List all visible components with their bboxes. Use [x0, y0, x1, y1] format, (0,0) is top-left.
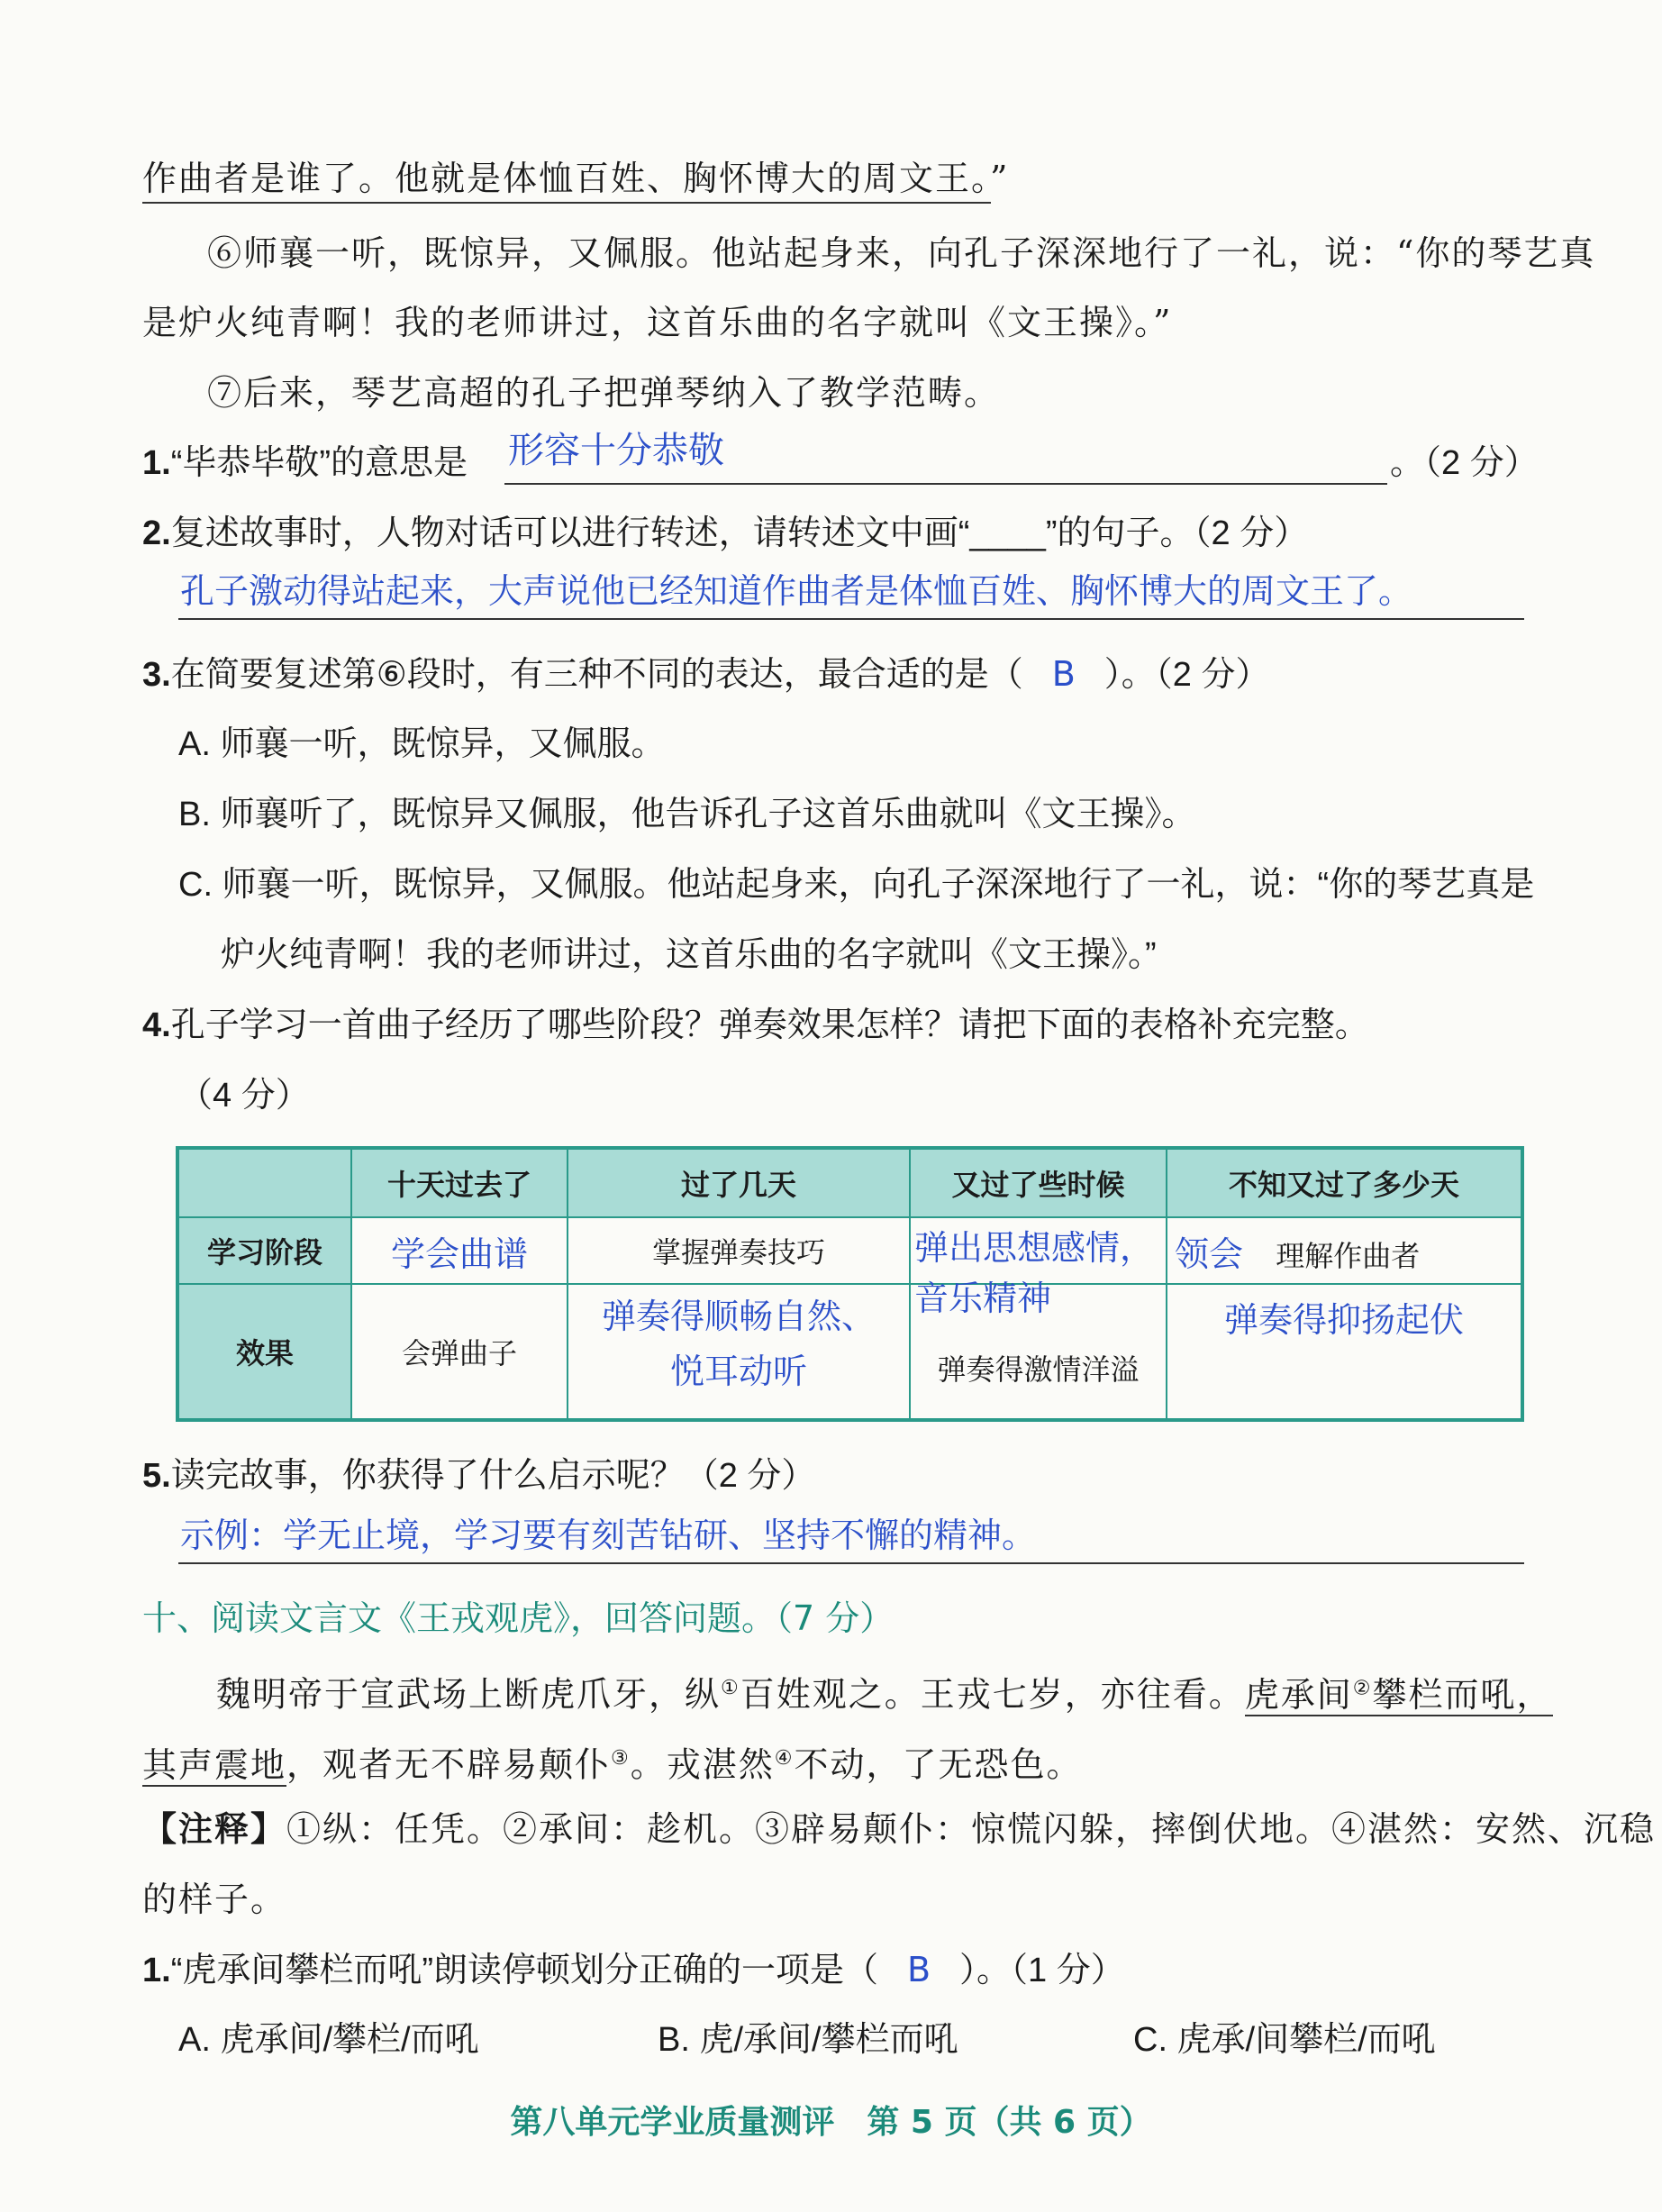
cell-text: 会弹曲子 [401, 1336, 517, 1370]
table-header: 十天过去了 [351, 1148, 568, 1217]
option-b: B. 虎/承间/攀栏而吼 [658, 2021, 958, 2059]
learning-stages-table [176, 1146, 1524, 1422]
option-b: B. 师襄听了，既惊异又佩服，他告诉孔子这首乐曲就叫《文王操》。 [178, 796, 1196, 833]
question-text: “虎承间攀栏而吼”朗读停顿划分正确的一项是（ [170, 1952, 879, 1989]
table-cell [910, 1284, 1167, 1420]
question-5 [142, 1452, 815, 1499]
classical-text-line-1 [216, 1665, 1553, 1718]
option-c-line-1: C. 师襄一听，既惊异，又佩服。他站起身来，向孔子深深地行了一礼，说：“你的琴艺真是 [178, 866, 1535, 904]
footnote-mark: ① [721, 1677, 740, 1699]
question-number: 4. [142, 1006, 171, 1044]
cell-text: 理解作曲者 [1276, 1238, 1421, 1273]
passage-para-6-line-2: 是炉火纯青啊！我的老师讲过，这首乐曲的名字就叫《文王操》。” [142, 303, 1173, 342]
table-cell[interactable] [568, 1284, 910, 1420]
footnote-mark: ② [1352, 1677, 1373, 1699]
page-footer: 第八单元学业质量测评 第 5 页（共 6 页） [510, 2104, 1152, 2141]
row-label-effect: 效果 [177, 1284, 351, 1420]
question-score: ）。（1 分） [959, 1952, 1125, 1989]
passage-para-7: ⑦后来，琴艺高超的孔子把弹琴纳入了教学范畴。 [207, 373, 1001, 413]
notes-line-2: 的样子。 [142, 1880, 287, 1919]
question-number: 2. [142, 514, 171, 552]
answer-line-q2[interactable] [178, 568, 1524, 620]
question-text: “毕恭毕敬”的意思是 [170, 444, 468, 482]
cell-answer: 弹出思想感情， [914, 1228, 1155, 1268]
section-10-question-1 [142, 1946, 1125, 1994]
option-a: A. 师襄一听，既惊异，又佩服。 [178, 725, 666, 763]
question-text: 读完故事，你获得了什么启示呢？（2 分） [170, 1457, 816, 1495]
answer-line-q1[interactable] [504, 432, 1387, 485]
footnote-mark: ③ [611, 1747, 631, 1770]
cell-answer: 弹奏得顺畅自然、 [601, 1297, 876, 1336]
text: 。戎湛然 [630, 1744, 775, 1785]
question-2 [142, 510, 1308, 557]
question-number: 1. [142, 444, 171, 482]
question-number: 3. [142, 656, 171, 694]
table-cell[interactable] [1167, 1284, 1522, 1420]
classical-text-line-2 [142, 1735, 1083, 1789]
table-cell [568, 1217, 910, 1284]
question-4-score: （4 分） [178, 1077, 310, 1115]
question-text: 孔子学习一首曲子经历了哪些阶段？弹奏效果怎样？请把下面的表格补充完整。 [170, 1006, 1369, 1044]
underlined-text [1245, 1675, 1553, 1716]
cell-text: 掌握弹奏技巧 [651, 1235, 825, 1270]
answer-q1: 形容十分恭敬 [508, 430, 724, 471]
underlined-text: 其声震地 [142, 1744, 287, 1785]
section-10-title: 十、阅读文言文《王戎观虎》，回答问题。（7 分） [142, 1598, 895, 1638]
question-1-score: 。（2 分） [1390, 444, 1539, 482]
question-score: ）。（2 分） [1103, 656, 1270, 694]
table-cell[interactable] [351, 1217, 568, 1284]
passage-para-6-line-1: ⑥师襄一听，既惊异，又佩服。他站起身来，向孔子深深地行了一礼，说：“你的琴艺真 [207, 233, 1596, 273]
question-1 [142, 440, 468, 487]
table-header: 不知又过了多少天 [1167, 1148, 1522, 1217]
answer-q5: 示例：学无止境，学习要有刻苦钻研、坚持不懈的精神。 [180, 1516, 1037, 1555]
table-cell[interactable] [910, 1217, 1167, 1318]
answer-q2: 孔子激动得站起来，大声说他已经知道作曲者是体恤百姓、胸怀博大的周文王了。 [180, 571, 1413, 611]
text: 攀栏而吼， [1372, 1674, 1553, 1715]
cell-answer: 领会 [1175, 1233, 1244, 1274]
table-header: 过了几天 [568, 1148, 910, 1217]
row-label-stage: 学习阶段 [177, 1217, 351, 1284]
text: 魏明帝于宣武场上断虎爪牙，纵 [216, 1674, 722, 1715]
text: 百姓观之。王戎七岁，亦往看。 [740, 1674, 1245, 1715]
answer-q3[interactable]: B [1051, 654, 1076, 694]
table-corner [177, 1148, 351, 1217]
answer-s10-q1[interactable]: B [906, 1950, 931, 1989]
notes-label: 【注释】 [142, 1809, 287, 1849]
question-4 [142, 1002, 1369, 1049]
text: ，观者无不辟易颠仆 [286, 1744, 612, 1785]
cell-answer: 学会曲谱 [390, 1233, 528, 1274]
table-cell [351, 1284, 568, 1420]
cell-text: 弹奏得激情洋溢 [937, 1352, 1140, 1387]
question-number: 5. [142, 1457, 171, 1495]
text: 不动，了无恐色。 [794, 1744, 1083, 1785]
cell-answer: 弹奏得抑扬起伏 [1223, 1300, 1464, 1340]
answer-line-q5[interactable] [178, 1512, 1524, 1564]
question-text: 复述故事时，人物对话可以进行转述，请转述文中画“____”的句子。（2 分） [170, 514, 1309, 552]
question-3 [142, 651, 1269, 698]
option-a: A. 虎承间/攀栏/而吼 [178, 2021, 479, 2059]
cell-answer: 音乐精神 [914, 1279, 1052, 1318]
text: 虎承间 [1244, 1674, 1353, 1715]
option-c-line-2: 炉火纯青啊！我的老师讲过，这首乐曲的名字就叫《文王操》。” [221, 936, 1157, 974]
notes-text: ①纵：任凭。②承间：趁机。③辟易颠仆：惊慌闪躲，摔倒伏地。④湛然：安然、沉稳 [286, 1809, 1657, 1849]
option-c: C. 虎承/间攀栏/而吼 [1133, 2021, 1436, 2059]
passage-line-1: 作曲者是谁了。他就是体恤百姓、胸怀博大的周文王。” [142, 155, 991, 204]
notes-line-1 [142, 1806, 1656, 1852]
table-header: 又过了些时候 [910, 1148, 1167, 1217]
question-number: 1. [142, 1952, 171, 1989]
table-cell[interactable] [1167, 1217, 1522, 1284]
question-text: 在简要复述第⑥段时，有三种不同的表达，最合适的是（ [170, 656, 1023, 694]
cell-answer: 悦耳动听 [669, 1352, 807, 1391]
footnote-mark: ④ [774, 1747, 795, 1770]
